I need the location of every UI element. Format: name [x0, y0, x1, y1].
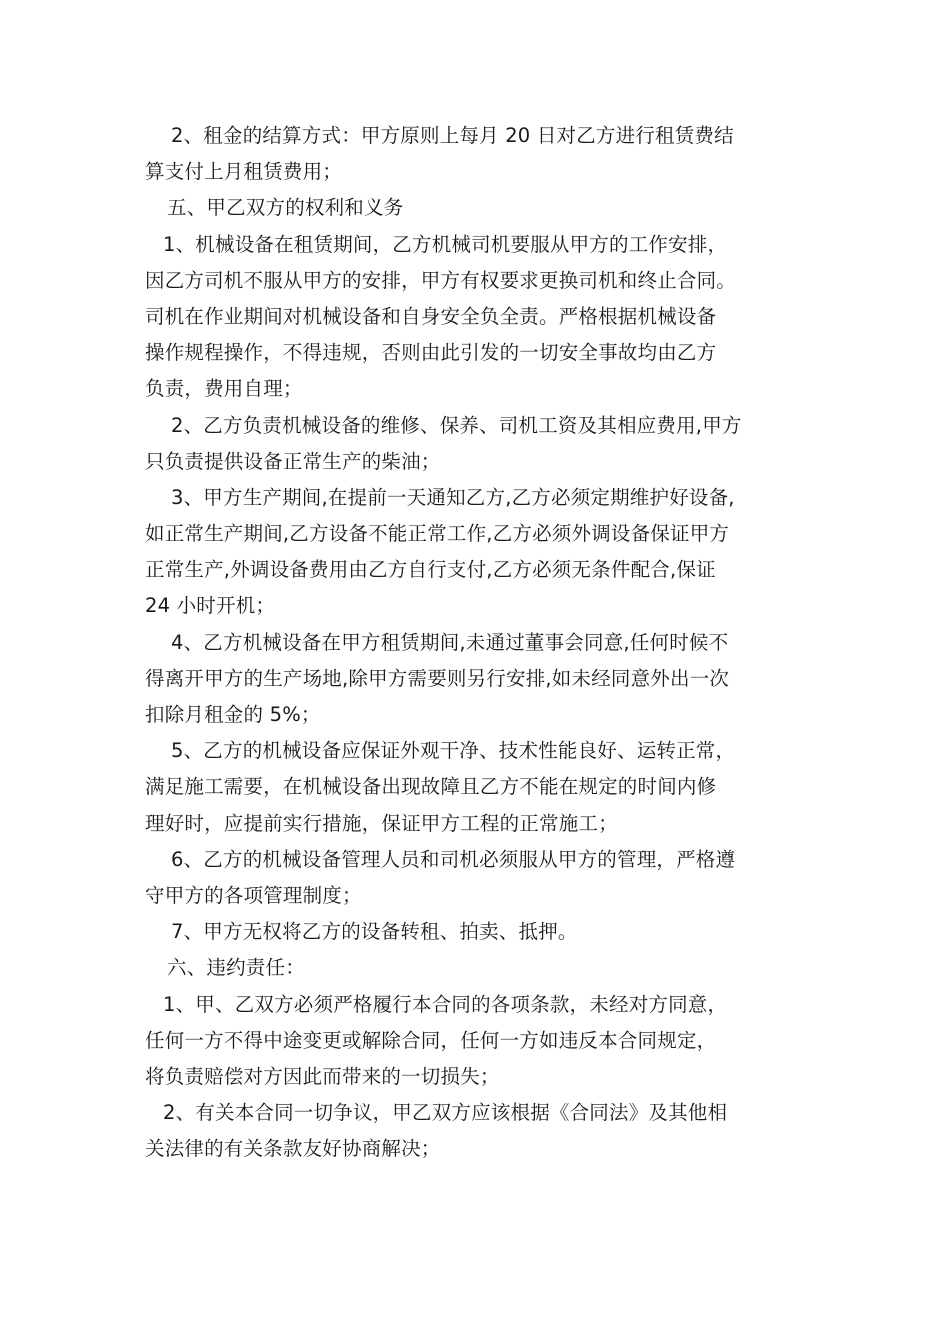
paragraph-line: 2、有关本合同一切争议，甲乙双方应该根据《合同法》及其他相: [163, 1101, 728, 1125]
section-heading: 五、甲乙双方的权利和义务: [167, 196, 404, 220]
paragraph-line: 7、甲方无权将乙方的设备转租、拍卖、抵押。: [171, 920, 578, 944]
paragraph-line: 将负责赔偿对方因此而带来的一切损失；: [145, 1064, 500, 1088]
paragraph-line: 算支付上月租赁费用；: [145, 160, 343, 184]
paragraph-line: 得离开甲方的生产场地,除甲方需要则另行安排,如未经同意外出一次: [145, 666, 730, 690]
paragraph-line: 2、租金的结算方式：甲方原则上每月 20 日对乙方进行租赁费结: [171, 124, 734, 147]
paragraph-line: 扣除月租金的 5%；: [145, 703, 321, 726]
paragraph-line: 1、机械设备在租赁期间，乙方机械司机要服从甲方的工作安排，: [163, 232, 728, 256]
paragraph-line: 只负责提供设备正常生产的柴油；: [145, 449, 441, 473]
paragraph-line: 如正常生产期间,乙方设备不能正常工作,乙方必须外调设备保证甲方: [145, 522, 730, 546]
paragraph-line: 5、乙方的机械设备应保证外观干净、技术性能良好、运转正常，: [171, 739, 736, 763]
paragraph-line: 3、甲方生产期间,在提前一天通知乙方,乙方必须定期维护好设备,: [171, 485, 735, 509]
paragraph-line: 负责，费用自理；: [145, 377, 303, 401]
paragraph-line: 理好时，应提前实行措施，保证甲方工程的正常施工；: [145, 811, 618, 835]
paragraph-line: 2、乙方负责机械设备的维修、保养、司机工资及其相应费用,甲方: [171, 413, 742, 437]
section-heading: 六、违约责任：: [167, 956, 305, 980]
paragraph-line: 4、乙方机械设备在甲方租赁期间,未通过董事会同意,任何时候不: [171, 630, 729, 654]
paragraph-line: 司机在作业期间对机械设备和自身安全负全责。严格根据机械设备: [145, 304, 717, 328]
paragraph-line: 任何一方不得中途变更或解除合同，任何一方如违反本合同规定，: [145, 1028, 717, 1052]
paragraph-line: 6、乙方的机械设备管理人员和司机必须服从甲方的管理，严格遵: [171, 847, 736, 871]
paragraph-line: 关法律的有关条款友好协商解决；: [145, 1137, 441, 1161]
paragraph-line: 满足施工需要，在机械设备出现故障且乙方不能在规定的时间内修: [145, 775, 717, 799]
document-body: [145, 118, 825, 1167]
paragraph-line: 1、甲、乙双方必须严格履行本合同的各项条款，未经对方同意，: [163, 992, 728, 1016]
paragraph-line: 操作规程操作，不得违规，否则由此引发的一切安全事故均由乙方: [145, 341, 717, 365]
paragraph-line: 24 小时开机；: [145, 594, 276, 618]
paragraph-line: 守甲方的各项管理制度；: [145, 883, 362, 907]
paragraph-line: 因乙方司机不服从甲方的安排，甲方有权要求更换司机和终止合同。: [145, 268, 737, 292]
paragraph-line: 正常生产,外调设备费用由乙方自行支付,乙方必须无条件配合,保证: [145, 558, 716, 582]
